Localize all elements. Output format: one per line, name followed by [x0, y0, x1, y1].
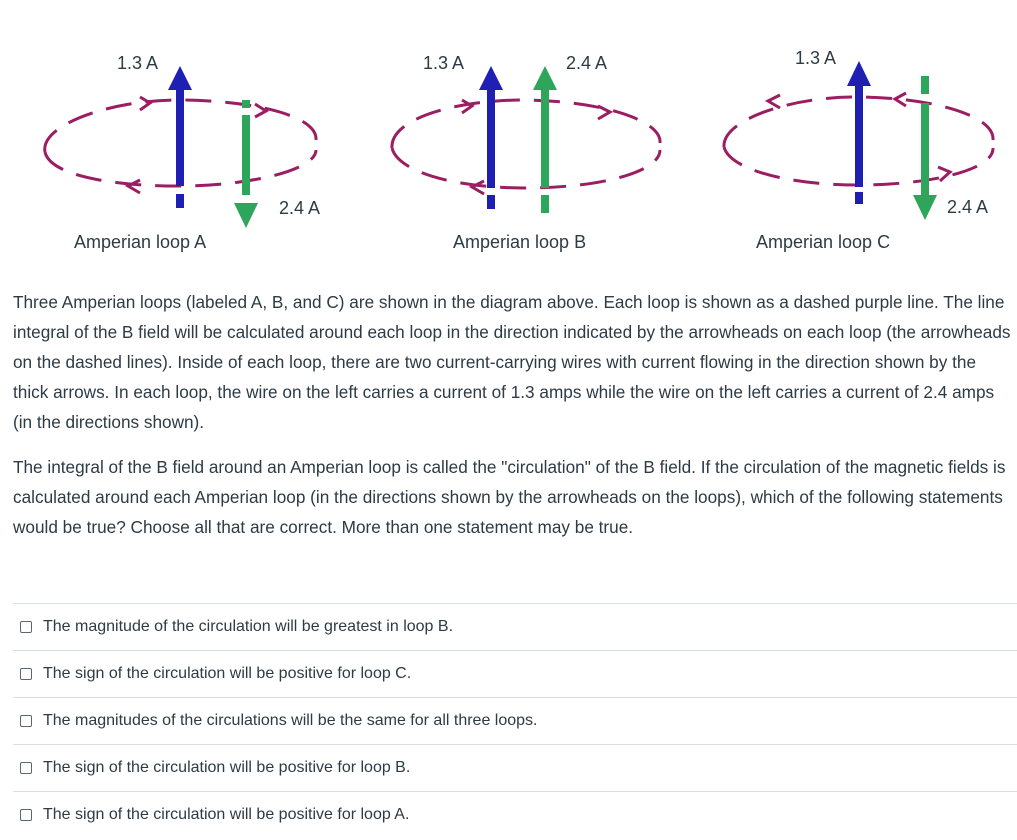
checkbox[interactable]	[20, 715, 32, 727]
loop-a-right-wire-main	[242, 115, 250, 195]
question-paragraph-2: The integral of the B field around an Amperian loop is called the "circulation" of the B field. If the circulation of the magnetic fields is calculated around each Amperian loop (in the directions shown by the arrowheads on the loops), which of the following statements would be true? Choose all that are correct. More than one statement may be true.	[13, 457, 1006, 537]
loop-c-left-wire-stub	[855, 192, 863, 204]
loop-c-right-wire	[921, 76, 929, 94]
loop-c-left-wire	[855, 84, 863, 187]
checkbox[interactable]	[20, 668, 32, 680]
loop-c-right-current-label: 2.4 A	[947, 197, 989, 217]
loop-b-left-arrowhead	[479, 66, 503, 90]
loop-a-left-wire	[176, 88, 184, 186]
loop-c-arrowhead-front	[938, 167, 950, 181]
loop-c-arrowhead-back-2	[895, 93, 906, 106]
loop-b	[392, 66, 660, 213]
loop-b-back	[392, 100, 660, 148]
diagram-svg	[0, 0, 1017, 270]
answer-option-label: The sign of the circulation will be positive for loop C.	[43, 665, 412, 682]
checkbox[interactable]	[20, 809, 32, 821]
answer-option-label: The magnitudes of the circulations will be the same for all three loops.	[43, 712, 538, 729]
answer-options	[13, 603, 1017, 838]
question-paragraph-1: Three Amperian loops (labeled A, B, and C) are shown in the diagram above. Each loop is shown as a dashed purple line. The line integral of the B field will be calculated around each loop in the direction indicated by the arrowheads on each loop (the arrowheads on the dashed lines). Inside of each loop, there are two current-carrying wires with current flowing in the direction shown by the thick arrows. In each loop, the wire on the left carries a current of 1.3 amps while the wire on the left carries a current of 2.4 amps (in the directions shown).	[13, 292, 1011, 432]
loop-a-arrowhead-front	[128, 180, 140, 193]
loop-a	[45, 66, 316, 228]
answer-option[interactable]	[13, 650, 1017, 697]
loop-b-right-arrowhead	[533, 66, 557, 90]
loop-a-caption: Amperian loop A	[74, 232, 207, 252]
loop-a-left-arrowhead	[168, 66, 192, 90]
loop-c-left-current-label: 1.3 A	[795, 48, 837, 68]
loop-b-front	[392, 148, 660, 188]
answer-option-label: The sign of the circulation will be positive for loop B.	[43, 759, 411, 776]
loop-b-left-wire-stub	[487, 195, 495, 209]
answer-option[interactable]	[13, 697, 1017, 744]
checkbox[interactable]	[20, 621, 32, 633]
loop-a-left-wire-stub	[176, 194, 184, 208]
answer-option-label: The magnitude of the circulation will be greatest in loop B.	[43, 618, 454, 635]
loop-c-left-arrowhead	[847, 61, 871, 86]
loop-b-left-wire	[487, 88, 495, 188]
answer-option[interactable]	[13, 791, 1017, 838]
loop-b-arrowhead-front	[472, 181, 484, 194]
answer-option[interactable]	[13, 603, 1017, 650]
loop-c-caption: Amperian loop C	[756, 232, 891, 252]
checkbox[interactable]	[20, 762, 32, 774]
loop-a-arrowhead-back	[140, 97, 150, 110]
loop-b-right-current-label: 2.4 A	[566, 53, 608, 73]
loop-c-right-arrowhead	[913, 195, 937, 220]
answer-option[interactable]	[13, 744, 1017, 791]
loop-c-arrowhead-back	[768, 95, 780, 108]
loop-b-left-current-label: 1.3 A	[423, 53, 465, 73]
loop-a-right-arrowhead	[234, 203, 258, 228]
loop-b-caption: Amperian loop B	[453, 232, 587, 252]
loop-c-right-wire-main	[921, 103, 929, 195]
loop-a-arrowhead-back-2	[255, 104, 266, 117]
amperian-loops-diagram	[0, 0, 1017, 270]
loop-a-right-current-label: 2.4 A	[279, 198, 321, 218]
loop-b-arrowhead-back-2	[598, 106, 610, 119]
loop-a-right-wire	[242, 100, 250, 108]
loop-a-left-current-label: 1.3 A	[117, 53, 159, 73]
loop-b-right-wire-stub	[541, 195, 549, 213]
loop-b-right-wire	[541, 88, 549, 188]
answer-option-label: The sign of the circulation will be positive for loop A.	[43, 806, 410, 823]
